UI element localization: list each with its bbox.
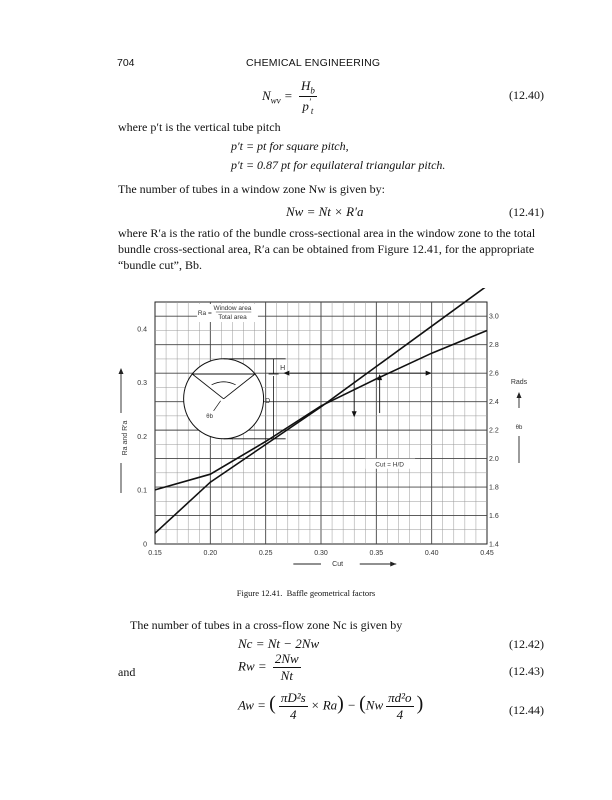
- y-right-tick-label: 3.0: [489, 313, 499, 321]
- eq-lhs-sub: wv: [270, 95, 281, 106]
- x-tick-label: 0.20: [203, 550, 218, 557]
- eq-number-12-43: (12.43): [509, 664, 544, 678]
- eq44-frac2: [386, 690, 413, 723]
- caption-text: Baffle geometrical factors: [286, 588, 376, 598]
- y-right-tick-label: 2.6: [489, 370, 499, 378]
- eq-num-sub: b: [310, 85, 315, 96]
- figure-caption: [0, 588, 612, 598]
- paragraph-window-tubes: The number of tubes in a window zone Nw is given by:: [118, 182, 385, 196]
- paragraph-ra-line-2: bundle cross-sectional area, R′a can be obtained from Figure 12.41, for the appropriate: [118, 242, 535, 256]
- y-right-tick-label: 1.8: [489, 484, 499, 492]
- equation-12-40: $N_{wv}$ = $\frac{H_b}{p'_t}$: [262, 78, 315, 116]
- reading-arrowhead-right: [426, 371, 432, 376]
- cut-note: Cut = H/D: [375, 461, 404, 469]
- x-tick-label: 0.35: [369, 550, 384, 557]
- paragraph-crossflow: The number of tubes in a cross-flow zone Nc is given by: [130, 618, 403, 632]
- eq44-lhs: Aw =: [238, 697, 266, 713]
- equation-12-42: Nc = Nt − 2Nw: [238, 636, 320, 651]
- y-right-axis-label: Rads: [510, 379, 528, 386]
- eq-den-sub: t: [310, 105, 314, 116]
- paragraph-pitch-intro: where p′t is the vertical tube pitch: [118, 120, 281, 134]
- y-right-tick-label: 1.6: [489, 513, 499, 521]
- baffle-chart-svg: [118, 288, 530, 576]
- eq44-minus: −: [347, 697, 356, 713]
- x-axis-label: Cut: [332, 561, 344, 568]
- y-left-tick-label: 0.4: [137, 326, 147, 334]
- eq-fraction: [299, 78, 317, 116]
- ra-def-prefix: Ra =: [197, 310, 212, 317]
- y-left-axis-arrowhead: [119, 368, 124, 374]
- x-tick-label: 0.45: [480, 550, 494, 557]
- pitch-triangle: p′t = 0.87 pt for equilateral triangular pitch.: [231, 158, 446, 172]
- page-number: 704: [117, 57, 135, 69]
- caption-label: Figure 12.41.: [236, 588, 283, 598]
- eq-lhs: N: [262, 87, 271, 103]
- eq44-frac2-num: πd²o: [388, 690, 412, 705]
- eq-number-12-44: (12.44): [509, 703, 544, 717]
- eq-number-12-41: (12.41): [509, 205, 544, 219]
- x-tick-label: 0.25: [258, 550, 273, 557]
- y-left-axis-label: Ra and R′a: [122, 420, 129, 456]
- eq44-frac1-num: πD²s: [280, 690, 306, 705]
- y-right-tick-label: 2.4: [489, 399, 499, 407]
- y-right-tick-label: 1.4: [489, 541, 499, 549]
- y-left-tick-label: 0.1: [137, 487, 147, 495]
- eq-number-12-42: (12.42): [509, 637, 544, 651]
- y-right-tick-label: 2.0: [489, 456, 499, 464]
- eq43-num: 2Nw: [274, 651, 299, 666]
- x-tick-label: 0.30: [314, 550, 328, 557]
- paragraph-ra-line-3: “bundle cut”, Bb.: [118, 258, 202, 272]
- y-left-tick-label: 0: [143, 541, 147, 549]
- eq44-mul: × Ra: [310, 697, 338, 713]
- running-head: CHEMICAL ENGINEERING: [246, 57, 381, 69]
- eq44-frac1-den: 4: [290, 707, 297, 722]
- eq-num: H: [300, 78, 311, 93]
- ra-def-num: Window area: [213, 305, 252, 312]
- and-word: and: [118, 665, 136, 679]
- y-right-axis-sub: θb: [515, 425, 523, 431]
- y-left-tick-label: 0.3: [137, 380, 147, 388]
- eq44-nw: Nw: [365, 697, 384, 713]
- eq-number-12-40: (12.40): [509, 88, 544, 102]
- y-right-axis-arrowhead: [517, 392, 522, 398]
- paragraph-ra-line-1: where R′a is the ratio of the bundle cross-sectional area in the window zone to the total: [118, 226, 536, 240]
- eq43-lhs: Rw =: [238, 658, 267, 674]
- eq44-frac1: [279, 690, 308, 723]
- y-left-tick-label: 0.2: [137, 433, 147, 441]
- reading-arrowhead-down-1: [352, 411, 357, 417]
- h-label: H: [280, 365, 286, 372]
- ra-def-den: Total area: [218, 314, 247, 321]
- equation-12-43: [238, 651, 304, 684]
- baffle-factors-figure: [118, 288, 530, 576]
- eq-den: p: [302, 97, 309, 113]
- y-right-tick-label: 2.8: [489, 342, 499, 350]
- x-tick-label: 0.40: [424, 550, 439, 557]
- x-tick-label: 0.15: [148, 550, 162, 557]
- eq43-fraction: [273, 651, 301, 684]
- eq43-den: Nt: [280, 668, 293, 683]
- d-label: D: [265, 397, 271, 405]
- x-axis-arrowhead: [390, 562, 396, 567]
- y-right-tick-label: 2.2: [489, 427, 499, 435]
- equation-12-44: Aw = ( $\frac{\text{πD²s}}{4}$ × Ra) − (Nw $\frac{\text{πd²o}}{4}$ ): [238, 690, 424, 722]
- equation-12-41: Nw = Nt × R′a: [286, 204, 364, 219]
- pitch-square: p′t = pt for square pitch,: [231, 139, 349, 153]
- eq44-frac2-den: 4: [396, 707, 404, 722]
- eq-den-sup: ′: [308, 96, 311, 107]
- angle-label: θb: [206, 413, 213, 420]
